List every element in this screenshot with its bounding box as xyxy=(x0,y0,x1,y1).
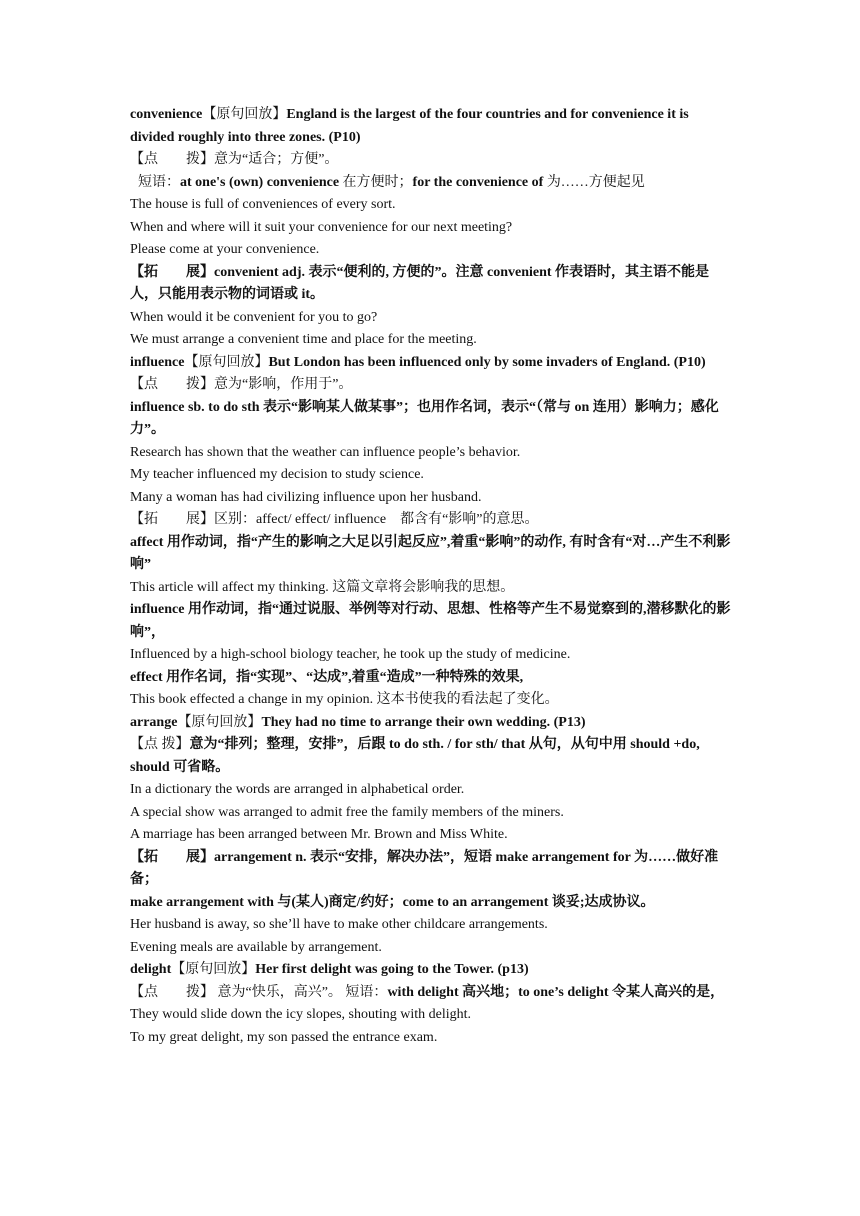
text-run: Research has shown that the weather can influence people’s behavior. xyxy=(130,444,521,460)
document-body xyxy=(130,104,734,1049)
text-paragraph xyxy=(130,689,734,712)
text-run: at one's (own) convenience xyxy=(180,174,340,190)
text-run: When would it be convenient for you to go? xyxy=(130,309,378,325)
text-run: 【点 拨】意为“适合；方便”。 xyxy=(130,152,339,167)
text-paragraph xyxy=(130,734,734,779)
text-run: 【原句回放】 xyxy=(177,714,262,730)
text-paragraph xyxy=(130,352,734,375)
text-run: In a dictionary the words are arranged in alphabetical order. xyxy=(130,782,465,797)
text-run: They would slide down the icy slopes, shouting with delight. xyxy=(130,1007,472,1022)
text-run: delight xyxy=(130,962,172,977)
text-run: A special show was arranged to admit free the family members of the miners. xyxy=(130,804,564,820)
text-run: Many a woman has had civilizing influence upon her husband. xyxy=(130,489,482,505)
text-run: influence sb. to do sth 表示“影响某人做某事”；也用作名词，表示“（常与 on 连用）影响力；感化力”。 xyxy=(130,399,719,437)
text-paragraph xyxy=(130,982,734,1005)
text-run: 【原句回放】 xyxy=(184,354,269,370)
text-paragraph xyxy=(130,194,734,217)
text-paragraph xyxy=(130,307,734,330)
text-paragraph xyxy=(130,262,734,307)
text-paragraph xyxy=(130,892,734,915)
text-run: 【点 拨】 xyxy=(130,737,190,752)
text-paragraph xyxy=(130,487,734,510)
text-paragraph xyxy=(130,374,734,397)
text-run: Please come at your convenience. xyxy=(130,242,320,257)
text-run: 【点 拨】意为“影响，作用于”。 xyxy=(130,377,353,392)
text-run: for the convenience of xyxy=(412,174,544,190)
text-paragraph xyxy=(130,779,734,802)
text-paragraph xyxy=(130,959,734,982)
text-run: influence 用作动词，指“通过说服、举例等对行动、思想、性格等产生不易觉察到的,潜移默化的影响”， xyxy=(130,602,731,640)
text-paragraph xyxy=(130,397,734,442)
text-run: convenience xyxy=(130,107,203,122)
text-run: 【拓 展】区别：affect/ effect/ influence 都含有“影响”的意思。 xyxy=(130,512,539,527)
text-run: The house is full of conveniences of every sort. xyxy=(130,197,396,212)
text-paragraph xyxy=(130,644,734,667)
text-run: My teacher influenced my decision to study science. xyxy=(130,467,424,482)
text-paragraph xyxy=(130,1004,734,1027)
text-run: 为……方便起见 xyxy=(543,174,645,190)
text-paragraph xyxy=(130,329,734,352)
text-paragraph xyxy=(130,847,734,892)
text-run: 短语： xyxy=(138,174,180,190)
text-paragraph xyxy=(130,824,734,847)
text-run: A marriage has been arranged between Mr. Brown and Miss White. xyxy=(130,827,508,842)
text-paragraph xyxy=(130,149,734,172)
text-run: influence xyxy=(130,354,185,370)
text-paragraph xyxy=(130,239,734,262)
text-run: 意为“排列；整理，安排”，后跟 to do sth. / for sth/ that 从句，从句中用 should +do, should 可省略。 xyxy=(130,737,700,775)
text-paragraph xyxy=(130,104,734,149)
text-run: 【原句回放】 xyxy=(171,962,256,977)
text-paragraph xyxy=(130,599,734,644)
text-paragraph xyxy=(130,802,734,825)
text-paragraph xyxy=(130,937,734,960)
text-paragraph xyxy=(130,532,734,577)
text-run: make arrangement with 与(某人)商定/约好；come to an arrangement 谈妥;达成协议。 xyxy=(130,894,655,910)
text-run: 【原句回放】 xyxy=(202,107,287,122)
text-paragraph xyxy=(130,577,734,600)
text-run: Influenced by a high-school biology teacher, he took up the study of medicine. xyxy=(130,647,571,662)
text-run: We must arrange a convenient time and place for the meeting. xyxy=(130,332,477,347)
text-paragraph xyxy=(130,464,734,487)
text-run: 【拓 展】 xyxy=(130,264,214,280)
text-paragraph xyxy=(130,667,734,690)
text-paragraph xyxy=(130,1027,734,1050)
text-paragraph xyxy=(130,217,734,240)
text-run: This book effected a change in my opinion. 这本书使我的看法起了变化。 xyxy=(130,692,559,707)
text-paragraph xyxy=(130,442,734,465)
text-paragraph xyxy=(130,172,734,195)
text-run: This article will affect my thinking. 这篇文章将会影响我的思想。 xyxy=(130,579,515,595)
text-run: convenient adj. 表示“便利的, 方便的”。注意 convenient 作表语时，其主语不能是人，只能用表示物的词语或 it。 xyxy=(130,264,710,302)
text-run: 在方便时； xyxy=(339,174,413,190)
text-run: 【拓 展】arrangement n. 表示“安排，解决办法”，短语 make arrangement for 为……做好准备； xyxy=(130,849,719,887)
text-run: Her first delight was going to the Tower. (p13) xyxy=(255,962,529,977)
text-run: 【点 拨】 意为“快乐，高兴”。 短语： xyxy=(130,984,388,1000)
text-run: Evening meals are available by arrangement. xyxy=(130,939,382,955)
text-run: Her husband is away, so she’ll have to make other childcare arrangements. xyxy=(130,917,548,932)
text-paragraph xyxy=(130,509,734,532)
text-paragraph xyxy=(130,914,734,937)
text-run: England is the largest of the four countries and for convenience it is divided roughly into three zones. (P10) xyxy=(130,107,689,145)
text-run: arrange xyxy=(130,714,178,730)
text-paragraph xyxy=(130,712,734,735)
text-run: But London has been influenced only by some invaders of England. (P10) xyxy=(268,354,706,370)
text-run: affect 用作动词，指“产生的影响之大足以引起反应”,着重“影响”的动作, 有时含有“对…产生不利影响” xyxy=(130,534,731,572)
text-run: effect 用作名词，指“实现”、“达成”,着重“造成”一种特殊的效果, xyxy=(130,669,524,685)
text-run: with delight 高兴地；to one’s delight 令某人高兴的是， xyxy=(387,984,725,1000)
text-run: They had no time to arrange their own wedding. (P13) xyxy=(261,714,586,730)
text-run: When and where will it suit your convenience for our next meeting? xyxy=(130,219,513,235)
text-run: To my great delight, my son passed the entrance exam. xyxy=(130,1029,438,1045)
